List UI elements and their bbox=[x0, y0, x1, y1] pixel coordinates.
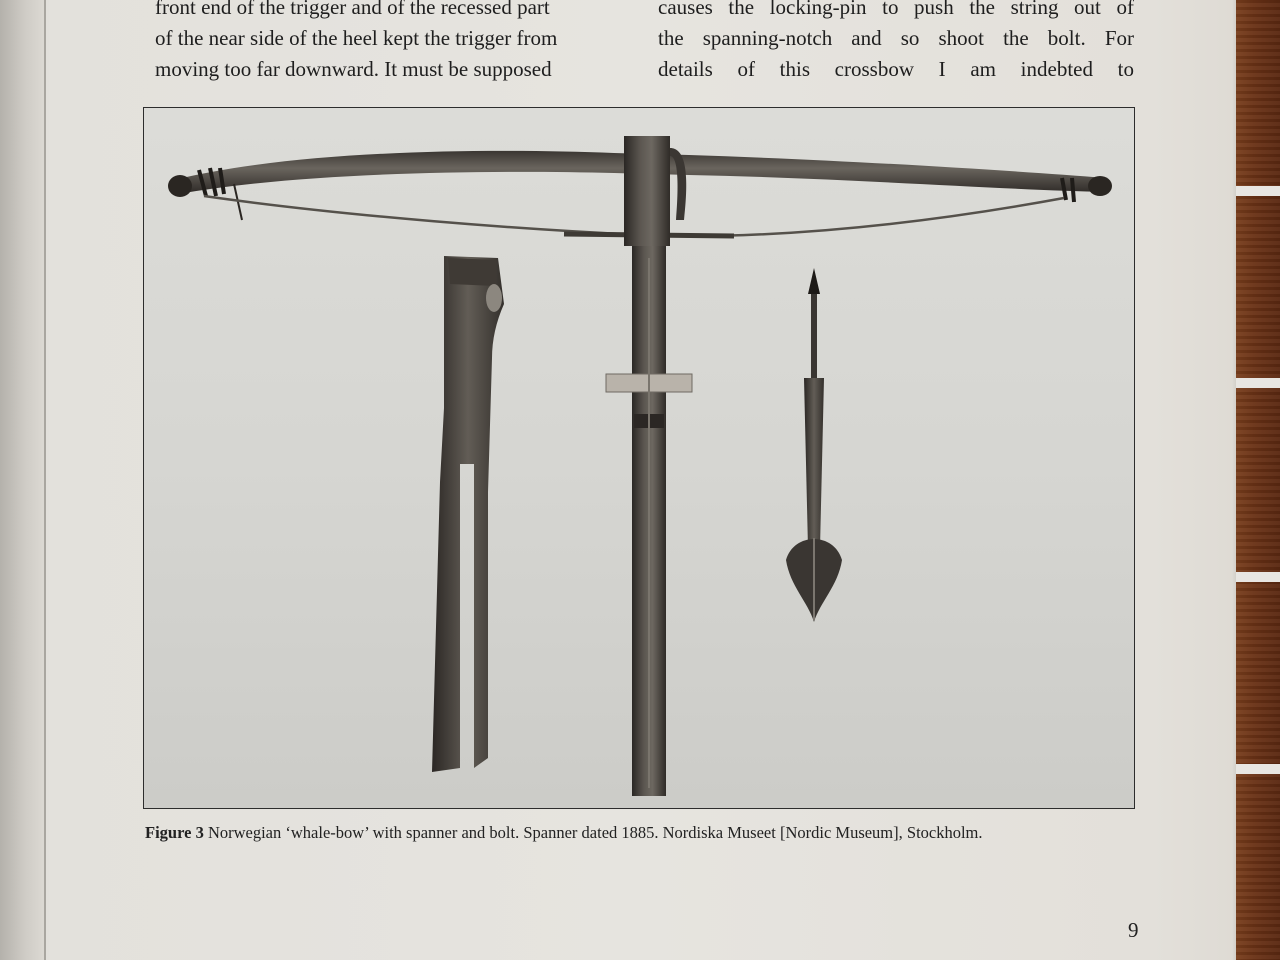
figure-caption-text: Norwegian ‘whale-bow’ with spanner and bolt. Spanner dated 1885. Nordiska Museet [Nordic Museum], Stockholm. bbox=[207, 823, 983, 842]
text-line: details of this crossbow I am indebted to bbox=[658, 57, 1134, 81]
figure-photograph bbox=[143, 107, 1135, 809]
figure-label: Figure 3 bbox=[145, 823, 204, 842]
text-line: causes the locking-pin to push the string out of bbox=[658, 0, 1134, 19]
crossbow-photo bbox=[144, 108, 1134, 808]
crossbow-bolt bbox=[786, 268, 842, 622]
text-line: front end of the trigger and of the recessed part bbox=[155, 0, 550, 19]
figure-caption bbox=[145, 822, 1135, 844]
gutter-shadow-line bbox=[44, 0, 46, 960]
spanner bbox=[432, 256, 504, 772]
page-number: 9 bbox=[1128, 918, 1139, 942]
wooden-surface bbox=[1236, 0, 1280, 960]
wood-slat-gap bbox=[1236, 572, 1280, 582]
book-gutter bbox=[0, 0, 46, 960]
text-line: moving too far downward. It must be supposed bbox=[155, 57, 552, 81]
text-line: of the near side of the heel kept the trigger from bbox=[155, 26, 558, 50]
wood-slat-gap bbox=[1236, 764, 1280, 774]
text-line: the spanning-notch and so shoot the bolt. For bbox=[658, 26, 1134, 50]
text-column-left bbox=[155, 0, 631, 85]
wood-slat-gap bbox=[1236, 378, 1280, 388]
wood-slat-gap bbox=[1236, 186, 1280, 196]
text-column-right bbox=[658, 0, 1134, 85]
